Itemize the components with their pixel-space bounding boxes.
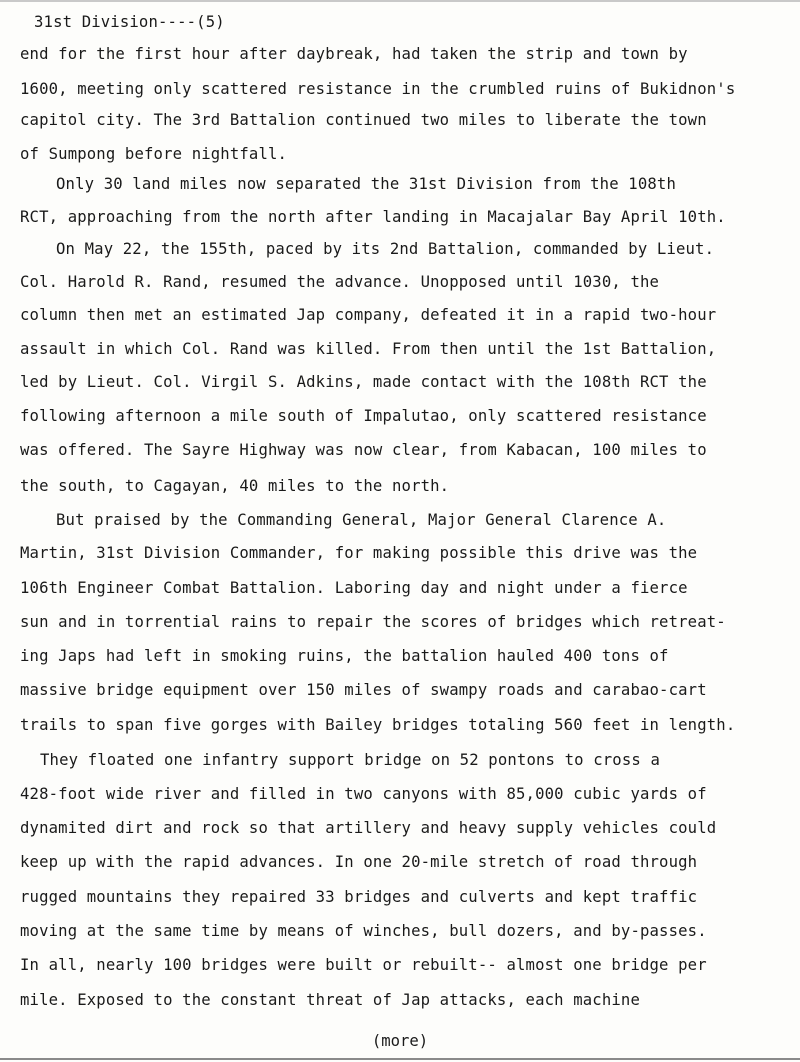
text-line: On May 22, the 155th, paced by its 2nd Battalion, commanded by Lieut.	[56, 240, 715, 258]
text-line: following afternoon a mile south of Impalutao, only scattered resistance	[20, 407, 707, 425]
page-header: 31st Division----(5)	[34, 13, 225, 31]
text-line: RCT, approaching from the north after landing in Macajalar Bay April 10th.	[20, 208, 726, 226]
text-line: was offered. The Sayre Highway was now clear, from Kabacan, 100 miles to	[20, 441, 707, 459]
text-line: moving at the same time by means of winches, bull dozers, and by-passes.	[20, 922, 707, 940]
text-line: dynamited dirt and rock so that artillery and heavy supply vehicles could	[20, 819, 717, 837]
text-line: column then met an estimated Jap company, defeated it in a rapid two-hour	[20, 306, 717, 324]
text-line: rugged mountains they repaired 33 bridges and culverts and kept traffic	[20, 888, 698, 906]
text-line: 1600, meeting only scattered resistance in the crumbled ruins of Bukidnon's	[20, 80, 736, 98]
text-line: Col. Harold R. Rand, resumed the advance. Unopposed until 1030, the	[20, 273, 660, 291]
text-line: sun and in torrential rains to repair the scores of bridges which retreat-	[20, 613, 726, 631]
continuation-marker: (more)	[371, 1032, 429, 1050]
text-line: Only 30 land miles now separated the 31st Division from the 108th	[56, 175, 676, 193]
text-line: But praised by the Commanding General, Major General Clarence A.	[56, 511, 667, 529]
top-edge-rule	[0, 0, 800, 2]
bottom-edge-rule	[0, 1058, 800, 1060]
text-line: Martin, 31st Division Commander, for making possible this drive was the	[20, 544, 698, 562]
text-line: massive bridge equipment over 150 miles of swampy roads and carabao-cart	[20, 681, 707, 699]
text-line: assault in which Col. Rand was killed. From then until the 1st Battalion,	[20, 340, 717, 358]
text-line: 428-foot wide river and filled in two canyons with 85,000 cubic yards of	[20, 785, 707, 803]
text-line: led by Lieut. Col. Virgil S. Adkins, made contact with the 108th RCT the	[20, 373, 707, 391]
text-line: In all, nearly 100 bridges were built or rebuilt-- almost one bridge per	[20, 956, 707, 974]
text-line: capitol city. The 3rd Battalion continued two miles to liberate the town	[20, 111, 707, 129]
text-line: the south, to Cagayan, 40 miles to the north.	[20, 477, 450, 495]
text-line: They floated one infantry support bridge on 52 pontons to cross a	[40, 751, 660, 769]
text-line: mile. Exposed to the constant threat of Jap attacks, each machine	[20, 991, 640, 1009]
text-line: end for the first hour after daybreak, had taken the strip and town by	[20, 45, 688, 63]
text-line: ing Japs had left in smoking ruins, the battalion hauled 400 tons of	[20, 647, 669, 665]
text-line: keep up with the rapid advances. In one 20-mile stretch of road through	[20, 853, 698, 871]
text-line: 106th Engineer Combat Battalion. Laboring day and night under a fierce	[20, 579, 688, 597]
text-line: of Sumpong before nightfall.	[20, 145, 288, 163]
text-line: trails to span five gorges with Bailey bridges totaling 560 feet in length.	[20, 716, 736, 734]
